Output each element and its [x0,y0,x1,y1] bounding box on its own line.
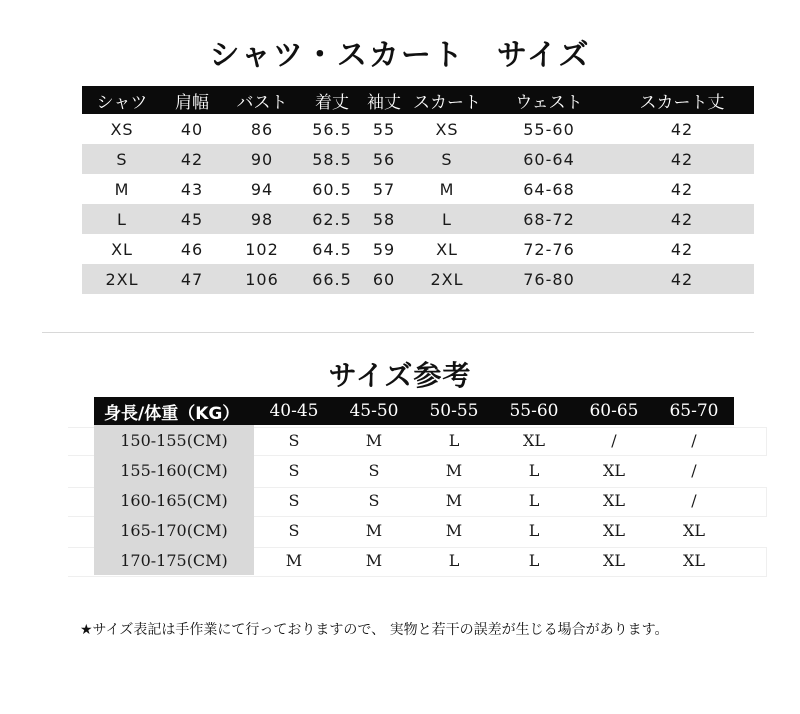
height-label: 170-175(CM) [94,545,254,575]
table-cell: L [406,204,488,234]
table-cell: 56 [362,144,406,174]
size-cell: S [288,490,300,510]
table-cell: 102 [245,239,279,259]
size-cell: XL [602,550,625,570]
size-cell: L [448,550,460,570]
size-cell: / [691,460,697,480]
size-table-row [82,264,754,294]
table-cell: 2XL [406,264,488,294]
size-reference-title: サイズ参考 [328,359,472,392]
table-cell: 60.5 [312,179,352,199]
table-cell: 72-76 [523,239,575,259]
size-cell: L [528,550,540,570]
size-cell: M [445,520,463,540]
header-weight: 65-70 [654,397,734,425]
table-cell: 40 [180,119,204,139]
size-table-row [82,114,754,144]
table-cell: XL [436,239,458,259]
table-cell: 86 [250,119,274,139]
table-cell: 42 [610,144,754,174]
size-reference-table [94,397,734,575]
table-cell: 64-68 [523,179,575,199]
size-cell: L [448,430,460,450]
size-cell: XL [602,490,625,510]
size-cell: / [611,430,617,450]
reference-header-row [94,397,734,425]
table-cell: L [82,204,162,234]
reference-row [94,425,734,455]
reference-row [94,485,734,515]
header-height-weight: 身長/体重（KG） [94,397,254,425]
size-cell: / [691,430,697,450]
section-divider [42,332,754,333]
table-cell: 62.5 [302,204,362,234]
table-cell: 59 [372,239,396,259]
table-cell: 47 [162,264,222,294]
size-cell: M [365,430,383,450]
table-cell: M [114,179,130,199]
header-length: 着丈 [302,86,362,114]
table-cell: S [406,144,488,174]
height-label: 150-155(CM) [94,425,254,455]
table-cell: 42 [670,119,694,139]
table-cell: XS [435,119,459,139]
size-cell: M [365,520,383,540]
header-weight: 60-65 [574,397,654,425]
table-cell: 55 [372,119,396,139]
table-cell: 42 [670,179,694,199]
table-cell: 42 [610,264,754,294]
size-cell: XL [602,520,625,540]
table-cell: 66.5 [302,264,362,294]
header-skirt-length: スカート丈 [610,86,754,114]
reference-row [94,545,734,575]
size-cell: S [288,520,300,540]
size-table-row [82,204,754,234]
table-cell: 98 [222,204,302,234]
table-cell: 58 [362,204,406,234]
height-label: 165-170(CM) [94,515,254,545]
size-table-header-row [82,86,754,114]
size-table-row [82,174,754,204]
table-cell: 60-64 [488,144,610,174]
header-shirt: シャツ [82,86,162,114]
shirt-skirt-size-title: シャツ・スカート サイズ [209,38,591,73]
table-cell: M [439,179,455,199]
size-table-row [82,144,754,174]
header-weight: 50-55 [414,397,494,425]
header-weight: 55-60 [494,397,574,425]
table-cell: 45 [162,204,222,234]
table-cell: S [82,144,162,174]
table-cell: 42 [610,204,754,234]
table-cell: 76-80 [488,264,610,294]
header-shoulder-width: 肩幅 [162,86,222,114]
size-cell: L [528,520,540,540]
table-cell: 57 [372,179,396,199]
header-bust: バスト [222,86,302,114]
shirt-skirt-size-table [82,86,754,294]
header-waist: ウェスト [488,86,610,114]
table-cell: 94 [250,179,274,199]
height-label: 160-165(CM) [94,485,254,515]
header-skirt: スカート [406,86,488,114]
table-cell: XS [110,119,134,139]
table-cell: 55-60 [523,119,575,139]
table-cell: 90 [222,144,302,174]
table-cell: 42 [162,144,222,174]
table-cell: 56.5 [312,119,352,139]
reference-row [94,455,734,485]
size-cell: S [368,490,380,510]
size-cell: M [445,490,463,510]
table-cell: 106 [222,264,302,294]
size-cell: S [368,460,380,480]
header-weight: 45-50 [334,397,414,425]
size-cell: L [528,460,540,480]
size-cell: M [365,550,383,570]
size-cell: S [288,460,300,480]
size-cell: XL [522,430,545,450]
size-cell: S [288,430,300,450]
table-cell: 68-72 [488,204,610,234]
reference-row [94,515,734,545]
size-cell: M [285,550,303,570]
header-weight: 40-45 [254,397,334,425]
size-table-row [82,234,754,264]
size-cell: M [445,460,463,480]
size-cell: / [691,490,697,510]
measurement-note: ★サイズ表記は手作業にて行っておりますので、 実物と若干の誤差が生じる場合があります。 [80,622,669,638]
height-label: 155-160(CM) [94,455,254,485]
table-cell: 60 [362,264,406,294]
size-cell: XL [602,460,625,480]
size-cell: XL [682,520,705,540]
table-cell: 46 [180,239,204,259]
table-cell: 64.5 [312,239,352,259]
size-cell: XL [682,550,705,570]
table-cell: 2XL [82,264,162,294]
table-cell: 58.5 [302,144,362,174]
table-cell: 42 [670,239,694,259]
table-cell: XL [111,239,133,259]
size-cell: L [528,490,540,510]
table-cell: 43 [180,179,204,199]
header-sleeve-length: 袖丈 [362,86,406,114]
